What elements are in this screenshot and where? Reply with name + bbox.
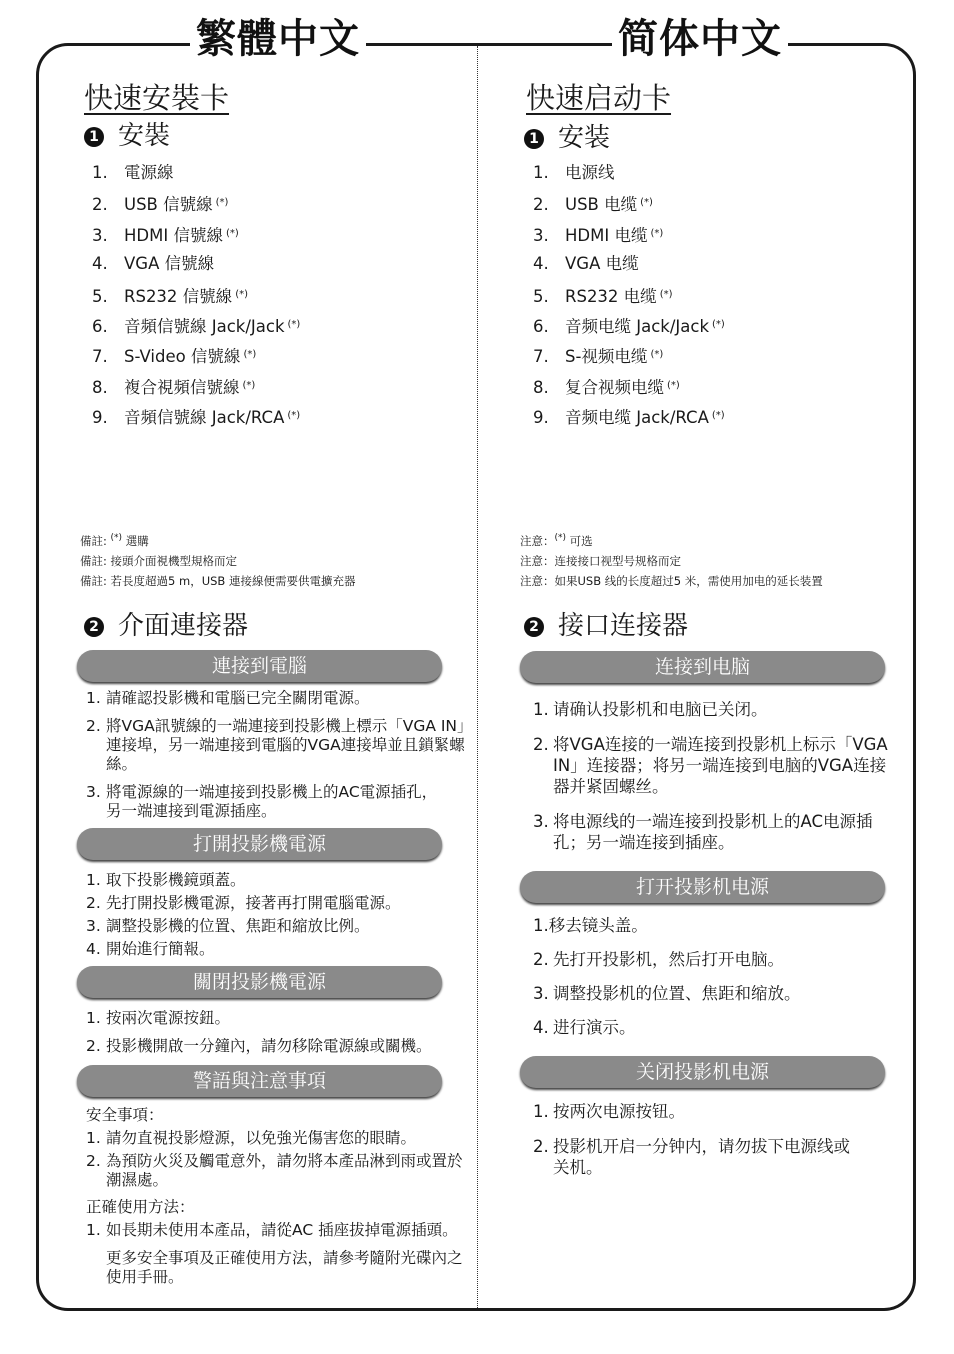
right-install-heading-text: 安装 bbox=[558, 123, 611, 153]
note-line: 注意：连接接口视型号规格而定 bbox=[520, 553, 681, 568]
left-install-heading bbox=[84, 120, 170, 152]
list-item: 2. 先打开投影机，然后打开电脑。 bbox=[533, 950, 784, 969]
left-card-title: 快速安裝卡 bbox=[84, 81, 230, 115]
right-pill-connect-pc: 连接到电脑 bbox=[520, 651, 885, 683]
right-connect-heading bbox=[524, 610, 688, 642]
list-item: 7. S-Video 信號線 (*) bbox=[92, 347, 257, 367]
list-item: 1.移去镜头盖。 bbox=[533, 916, 648, 935]
right-pill-power-off: 关闭投影机电源 bbox=[520, 1056, 885, 1088]
left-pill-power-on: 打開投影機電源 bbox=[77, 828, 442, 860]
right-notes bbox=[520, 528, 823, 591]
right-connect-steps bbox=[533, 699, 893, 853]
list-item: 3. 調整投影機的位置、焦距和縮放比例。 bbox=[86, 917, 370, 935]
list-item: 1. 如長期未使用本產品，請從AC 插座拔掉電源插頭。 bbox=[86, 1221, 458, 1239]
list-item: 1. 取下投影機鏡頭蓋。 bbox=[86, 871, 246, 889]
note-line: 備註: (*) 選購 bbox=[80, 533, 149, 548]
list-item: 3. 將電源線的一端連接到投影機上的AC電源插孔，另一端連接到電源插座。 bbox=[86, 783, 438, 820]
list-item: 4. VGA 电缆 bbox=[533, 254, 639, 274]
left-pill-connect-pc: 連接到電腦 bbox=[77, 650, 442, 682]
right-power-off-steps bbox=[533, 1101, 863, 1178]
right-power-on-steps bbox=[533, 915, 893, 1038]
section-number-badge: 1 bbox=[84, 127, 104, 147]
list-item: 3. 将电源线的一端连接到投影机上的AC电源插孔；另一端连接到插座。 bbox=[533, 812, 873, 852]
section-number-badge: 2 bbox=[84, 617, 104, 637]
right-package-list bbox=[533, 158, 725, 432]
list-item: 1. 請勿直視投影燈源，以免強光傷害您的眼睛。 bbox=[86, 1129, 417, 1147]
list-item: 5. RS232 电缆 (*) bbox=[533, 286, 673, 306]
list-item: 4. VGA 信號線 bbox=[92, 254, 215, 274]
list-item: 5. RS232 信號線 (*) bbox=[92, 286, 248, 306]
left-connect-steps bbox=[86, 689, 466, 821]
list-item: 1. 按兩次電源按鈕。 bbox=[86, 1009, 231, 1027]
list-item: 4. 開始進行簡報。 bbox=[86, 940, 215, 958]
list-item: 2. 先打開投影機電源，接著再打開電腦電源。 bbox=[86, 894, 401, 912]
list-item: 3. 调整投影机的位置、焦距和缩放。 bbox=[533, 984, 801, 1003]
left-connect-heading bbox=[84, 610, 248, 642]
left-notes bbox=[80, 528, 355, 591]
right-pill-power-on: 打开投影机电源 bbox=[520, 871, 885, 903]
note-line: 注意：(*) 可选 bbox=[520, 533, 593, 548]
traditional-chinese-title: 繁體中文 bbox=[190, 14, 366, 64]
more-info-text: 更多安全事項及正確使用方法，請參考隨附光碟內之使用手冊。 bbox=[106, 1249, 463, 1286]
left-install-heading-text: 安裝 bbox=[118, 121, 171, 151]
list-item: 4. 进行演示。 bbox=[533, 1018, 636, 1037]
note-line: 備註: 接頭介面視機型規格而定 bbox=[80, 553, 238, 568]
list-item: 8. 复合视频电缆 (*) bbox=[533, 377, 680, 397]
list-item: 1. 请确认投影机和电脑已关闭。 bbox=[533, 700, 768, 719]
list-item: 2. 将VGA连接的一端连接到投影机上标示「VGA IN」连接器；将另一端连接到电脑的VGA连接器并紧固螺丝。 bbox=[533, 735, 888, 796]
left-pill-warnings: 警語與注意事項 bbox=[77, 1065, 442, 1097]
list-item: 1. 請確認投影機和電腦已完全關閉電源。 bbox=[86, 689, 370, 707]
left-pill-power-off: 關閉投影機電源 bbox=[77, 966, 442, 998]
list-item: 7. S-视频电缆 (*) bbox=[533, 347, 664, 367]
note-line: 注意：如果USB 线的长度超过5 米，需使用加电的延长装置 bbox=[520, 573, 823, 588]
list-item: 3. HDMI 电缆 (*) bbox=[533, 225, 664, 245]
list-item: 2. 將VGA訊號線的一端連接到投影機上標示「VGA IN」連接埠，另一端連接到電腦的VGA連接埠並且鎖緊螺絲。 bbox=[86, 717, 465, 773]
list-item: 6. 音頻信號線 Jack/Jack (*) bbox=[92, 316, 301, 336]
list-item: 1. 電源線 bbox=[92, 163, 174, 182]
list-item: 9. 音頻信號線 Jack/RCA (*) bbox=[92, 408, 301, 428]
list-item: 2. USB 信號線 (*) bbox=[92, 195, 229, 215]
list-item: 2. 投影机开启一分钟内，请勿拔下电源线或关机。 bbox=[533, 1137, 850, 1177]
column-divider bbox=[477, 46, 478, 1308]
list-item: 3. HDMI 信號線 (*) bbox=[92, 225, 239, 245]
left-package-list bbox=[92, 158, 300, 432]
list-item: 2. 投影機開啟一分鐘內，請勿移除電源線或關機。 bbox=[86, 1037, 432, 1055]
list-item: 2. USB 电缆 (*) bbox=[533, 195, 653, 215]
right-install-heading bbox=[524, 122, 610, 154]
section-number-badge: 1 bbox=[524, 129, 544, 149]
list-item: 9. 音频电缆 Jack/RCA (*) bbox=[533, 408, 725, 428]
list-item: 8. 複合視頻信號線 (*) bbox=[92, 377, 256, 397]
list-item: 2. 為預防火災及觸電意外，請勿將本產品淋到雨或置於潮濕處。 bbox=[86, 1152, 463, 1189]
note-line: 備註: 若長度超過5 m，USB 連接線便需要供電擴充器 bbox=[80, 573, 356, 588]
list-item: 1. 按两次电源按钮。 bbox=[533, 1102, 685, 1121]
subheading-safety: 安全事項： bbox=[86, 1106, 164, 1124]
list-item: 1. 电源线 bbox=[533, 163, 615, 182]
section-number-badge: 2 bbox=[524, 617, 544, 637]
left-power-off-steps bbox=[86, 1009, 471, 1056]
simplified-chinese-title: 简体中文 bbox=[612, 14, 788, 64]
left-power-on-steps bbox=[86, 871, 466, 959]
left-connect-heading-text: 介面連接器 bbox=[118, 611, 249, 641]
subheading-usage: 正確使用方法： bbox=[86, 1198, 195, 1216]
right-connect-heading-text: 接口连接器 bbox=[558, 611, 689, 641]
right-card-title: 快速启动卡 bbox=[526, 81, 672, 115]
left-warnings-list bbox=[86, 1106, 471, 1287]
list-item: 6. 音频电缆 Jack/Jack (*) bbox=[533, 316, 725, 336]
